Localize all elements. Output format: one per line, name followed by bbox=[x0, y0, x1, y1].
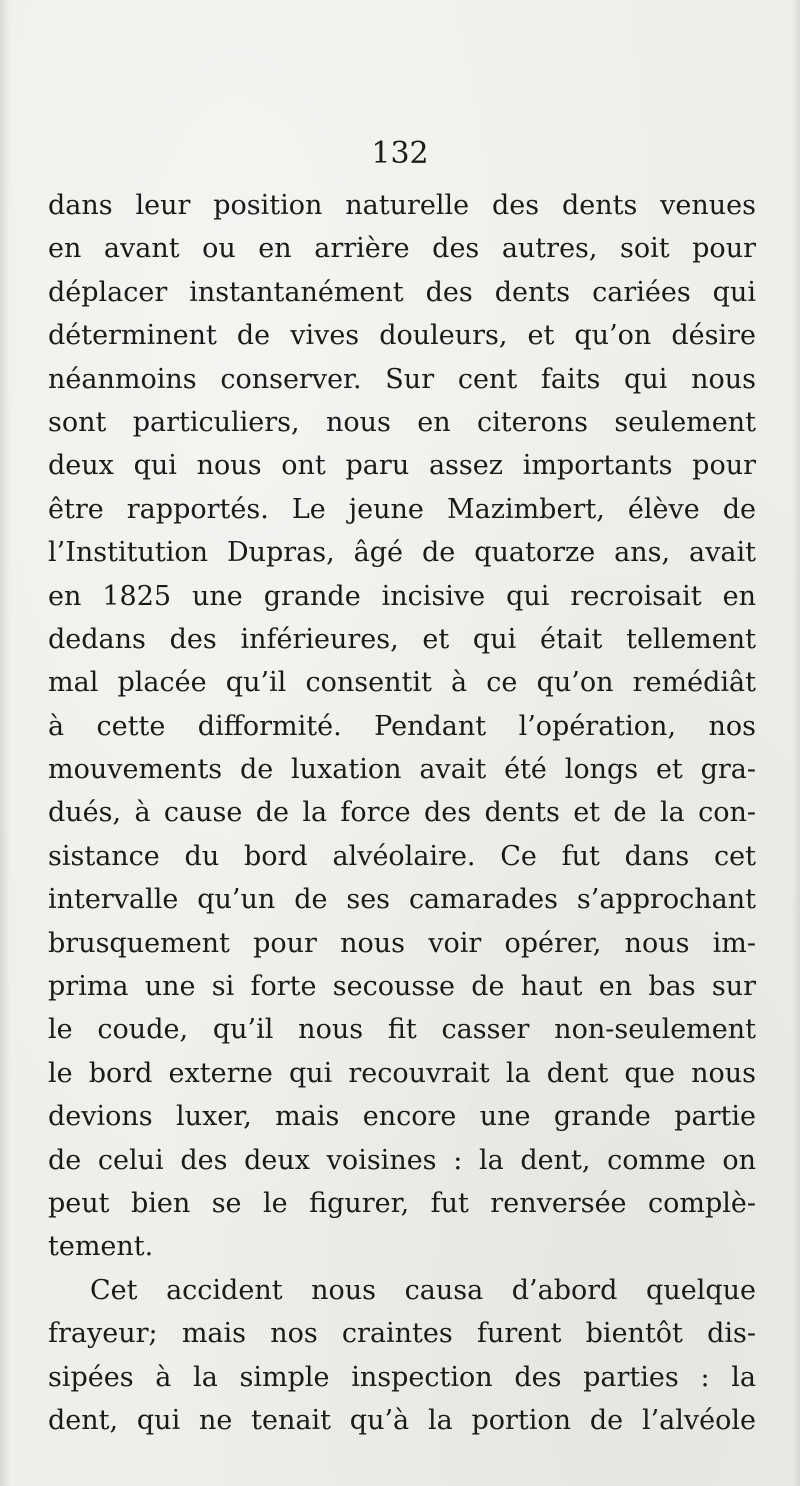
text-line: brusquement pour nous voir opérer, nous im- bbox=[48, 927, 756, 959]
text-line: sistance du bord alvéolaire. Ce fut dans cet bbox=[48, 840, 756, 872]
text-line: en 1825 une grande incisive qui recroisait en bbox=[48, 580, 756, 612]
text-line: être rapportés. Le jeune Mazimbert, élève de bbox=[48, 493, 756, 525]
text-line: de celui des deux voisines : la dent, comme on bbox=[48, 1144, 756, 1176]
text-line: à cette difformité. Pendant l’opération, nos bbox=[48, 710, 756, 742]
text-line: sont particuliers, nous en citerons seulement bbox=[48, 406, 756, 438]
body-text bbox=[48, 184, 756, 1442]
page-right-shadow bbox=[792, 0, 800, 1486]
text-line: prima une si forte secousse de haut en bas sur bbox=[48, 971, 756, 1003]
text-line: déterminent de vives douleurs, et qu’on désire bbox=[48, 320, 756, 352]
text-line: le bord externe qui recouvrait la dent que nous bbox=[48, 1057, 756, 1089]
paragraph bbox=[48, 1269, 756, 1443]
text-line: en avant ou en arrière des autres, soit pour bbox=[48, 233, 756, 265]
text-line: intervalle qu’un de ses camarades s’approchant bbox=[48, 884, 756, 916]
text-line: tement. bbox=[48, 1231, 154, 1263]
text-line: mal placée qu’il consentit à ce qu’on remédiât bbox=[48, 667, 756, 699]
page-left-shadow bbox=[0, 0, 10, 1486]
text-line: frayeur; mais nos craintes furent bientôt dis- bbox=[48, 1318, 756, 1350]
text-line: le coude, qu’il nous fit casser non-seulement bbox=[48, 1014, 756, 1046]
text-line: Cet accident nous causa d’abord quelque bbox=[90, 1274, 756, 1306]
text-line: dedans des inférieures, et qui était tellement bbox=[48, 623, 756, 655]
text-line: dent, qui ne tenait qu’à la portion de l’alvéole bbox=[48, 1404, 756, 1436]
text-line: néanmoins conserver. Sur cent faits qui nous bbox=[48, 363, 756, 395]
paragraph bbox=[48, 184, 756, 1269]
text-line: deux qui nous ont paru assez importants pour bbox=[48, 450, 756, 482]
text-line: déplacer instantanément des dents cariées qui bbox=[48, 276, 756, 308]
text-line: mouvements de luxation avait été longs et gra- bbox=[48, 754, 756, 786]
text-line: dués, à cause de la force des dents et de la con- bbox=[48, 797, 756, 829]
text-line: devions luxer, mais encore une grande partie bbox=[48, 1101, 756, 1133]
page-number: 132 bbox=[371, 136, 429, 171]
text-line: dans leur position naturelle des dents venues bbox=[48, 190, 756, 221]
text-line: sipées à la simple inspection des parties : la bbox=[48, 1361, 756, 1393]
text-line: l’Institution Dupras, âgé de quatorze ans, avait bbox=[48, 537, 756, 569]
text-line: peut bien se le figurer, fut renversée complè- bbox=[48, 1187, 756, 1219]
